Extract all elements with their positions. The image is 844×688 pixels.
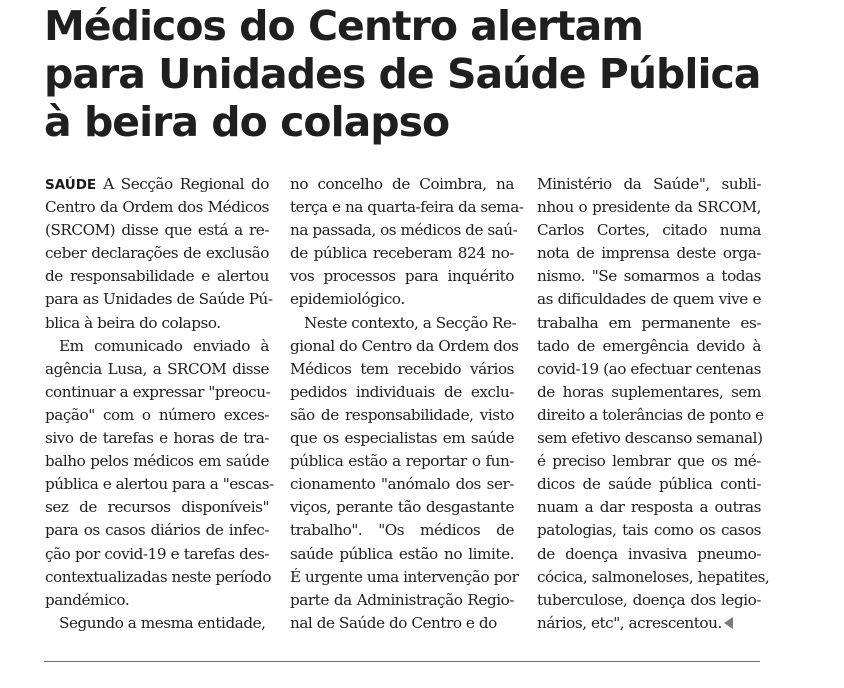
- line-text: pação" com o número exces-: [45, 405, 269, 424]
- line-text: Médicos tem recebido vários: [290, 359, 514, 378]
- line-text: nota de imprensa deste orga-: [537, 244, 761, 263]
- article-line: [290, 427, 514, 450]
- line-text: terça e na quarta-feira da sema-: [290, 198, 524, 217]
- article-line: [45, 427, 269, 450]
- article-line: [537, 358, 761, 381]
- article-line: [45, 543, 269, 566]
- article-line: [45, 450, 269, 473]
- line-text: A Secção Regional do: [103, 175, 269, 193]
- article-line: [290, 589, 514, 612]
- line-text: são de responsabilidade, visto: [290, 405, 514, 424]
- article-line: [290, 450, 514, 473]
- article-line: [537, 219, 761, 242]
- line-text: epidemiológico.: [290, 290, 405, 309]
- article-line: [537, 173, 761, 196]
- headline-line: à beira do colapso: [44, 98, 450, 146]
- line-text: trabalho". "Os médicos de: [290, 521, 514, 540]
- article-line: [290, 288, 514, 311]
- line-text: ção por covid-19 e tarefas des-: [45, 544, 269, 563]
- article-line: [537, 242, 761, 265]
- line-text: viços, perante tão desgastante: [290, 498, 514, 517]
- line-text: as dificuldades de quem vive e: [537, 290, 761, 309]
- line-text: sivo de tarefas e horas de tra-: [45, 429, 269, 448]
- line-text: nismo. "Se somarmos a todas: [537, 267, 761, 286]
- article-line: [45, 589, 269, 612]
- article-line: [290, 242, 514, 265]
- article-line: [290, 381, 514, 404]
- line-text: nal de Saúde do Centro e do: [290, 613, 497, 632]
- article-line: [537, 612, 761, 635]
- article-line: [45, 288, 273, 311]
- line-text: balho pelos médicos em saúde: [45, 452, 269, 471]
- line-text: pública estão a reportar o fun-: [290, 452, 514, 471]
- article-line: [45, 496, 269, 519]
- article-line: [537, 473, 761, 496]
- article-line: [537, 312, 761, 335]
- line-text: Em comunicado enviado à: [59, 336, 269, 355]
- article-line: [290, 612, 514, 635]
- article-line: [45, 473, 274, 496]
- article-line: [537, 566, 770, 589]
- line-text: ceber declarações de exclusão: [45, 244, 269, 263]
- line-text: é preciso lembrar que os mé-: [537, 452, 761, 471]
- article-line: [45, 312, 269, 335]
- line-text: Ministério da Saúde", subli-: [537, 175, 761, 193]
- line-text: de doença invasiva pneumo-: [537, 544, 761, 563]
- line-text: gional do Centro da Ordem dos: [290, 336, 519, 355]
- line-text: nhou o presidente da SRCOM,: [537, 198, 761, 217]
- line-text: contextualizadas neste período: [45, 567, 272, 586]
- article-line: [290, 496, 514, 519]
- article-column-1: [45, 173, 274, 635]
- line-text: pedidos individuais de exclu-: [290, 382, 514, 401]
- article-line: [537, 404, 764, 427]
- article-line: [45, 404, 269, 427]
- article-line: [45, 519, 269, 542]
- line-text: pública e alertou para a "escas-: [45, 475, 274, 494]
- line-text: direito a tolerâncias de ponto e: [537, 405, 764, 424]
- line-text: sem efetivo descanso semanal): [537, 429, 763, 448]
- line-text: tuberculose, doença dos legio-: [537, 590, 761, 609]
- line-text: Centro da Ordem dos Médicos: [45, 198, 269, 217]
- line-text: patologias, tais como os casos: [537, 521, 761, 540]
- line-text: de responsabilidade e alertou: [45, 267, 269, 286]
- line-text: covid-19 (ao efectuar centenas: [537, 359, 761, 378]
- article-line: [45, 612, 269, 635]
- article-line: [290, 173, 514, 196]
- article-line: [290, 543, 514, 566]
- line-text: tado de emergência devido à: [537, 336, 761, 355]
- article-line: [45, 358, 269, 381]
- article-line: [537, 450, 761, 473]
- article-line: [290, 358, 514, 381]
- line-text: dicos de saúde pública conti-: [537, 475, 761, 494]
- line-text: de pública receberam 824 no-: [290, 244, 514, 263]
- article-line: [290, 519, 514, 542]
- headline-line: Médicos do Centro alertam: [44, 2, 644, 50]
- line-text: (SRCOM) disse que está a re-: [45, 221, 269, 240]
- article-line: [45, 566, 272, 589]
- article-line: [290, 473, 514, 496]
- line-text: blica à beira do colapso.: [45, 313, 221, 332]
- line-text: Carlos Cortes, citado numa: [537, 221, 761, 240]
- article-line: [290, 566, 519, 589]
- article-line: [45, 173, 269, 196]
- article-line: [290, 404, 514, 427]
- line-text: para os casos diários de infec-: [45, 521, 269, 540]
- line-text: sez de recursos disponíveis": [45, 498, 269, 517]
- article-line: [537, 543, 761, 566]
- article-line: [45, 242, 269, 265]
- article-line: [537, 496, 761, 519]
- line-text: de horas suplementares, sem: [537, 382, 761, 401]
- line-text: saúde pública estão no limite.: [290, 544, 514, 563]
- article-line: [290, 219, 518, 242]
- line-text: Segundo a mesma entidade,: [59, 613, 266, 632]
- article-line: [537, 196, 761, 219]
- article-line: [45, 381, 269, 404]
- article-line: [537, 427, 761, 450]
- article-line: [45, 196, 269, 219]
- article-line: [537, 288, 761, 311]
- line-text: continuar a expressar "preocu-: [45, 382, 271, 401]
- line-text: parte da Administração Regio-: [290, 590, 514, 609]
- line-text: que os especialistas em saúde: [290, 429, 514, 448]
- article-line: [537, 589, 761, 612]
- article-line: [537, 381, 761, 404]
- line-text: na passada, os médicos de saú-: [290, 221, 518, 240]
- article-line: [290, 196, 524, 219]
- article-column-2: [290, 173, 524, 635]
- line-text: nários, etc", acrescentou.: [537, 613, 722, 632]
- article-line: [290, 265, 514, 288]
- article-headline: [44, 2, 804, 146]
- end-of-article-icon: [724, 617, 733, 629]
- article-line: [537, 519, 761, 542]
- article-line: [290, 312, 517, 335]
- article-line: [537, 335, 761, 358]
- line-text: pandémico.: [45, 590, 130, 609]
- bottom-divider: [44, 661, 760, 662]
- line-text: cionamento "anómalo dos ser-: [290, 475, 514, 494]
- line-text: nuam a dar resposta a outras: [537, 498, 761, 517]
- line-text: cócica, salmoneloses, hepatites,: [537, 567, 770, 586]
- article-line: [537, 265, 761, 288]
- line-text: É urgente uma intervenção por: [290, 567, 519, 586]
- line-text: no concelho de Coimbra, na: [290, 175, 514, 193]
- line-text: Neste contexto, a Secção Re-: [304, 313, 517, 332]
- article-line: [45, 335, 269, 358]
- section-kicker: SAÚDE: [45, 177, 97, 193]
- line-text: agência Lusa, a SRCOM disse: [45, 359, 269, 378]
- article-line: [45, 219, 269, 242]
- headline-line: para Unidades de Saúde Pública: [44, 50, 761, 98]
- article-line: [290, 335, 519, 358]
- article-line: [45, 265, 269, 288]
- article-column-3: [537, 173, 770, 635]
- line-text: para as Unidades de Saúde Pú-: [45, 290, 273, 309]
- line-text: trabalha em permanente es-: [537, 313, 761, 332]
- line-text: vos processos para inquérito: [290, 267, 514, 286]
